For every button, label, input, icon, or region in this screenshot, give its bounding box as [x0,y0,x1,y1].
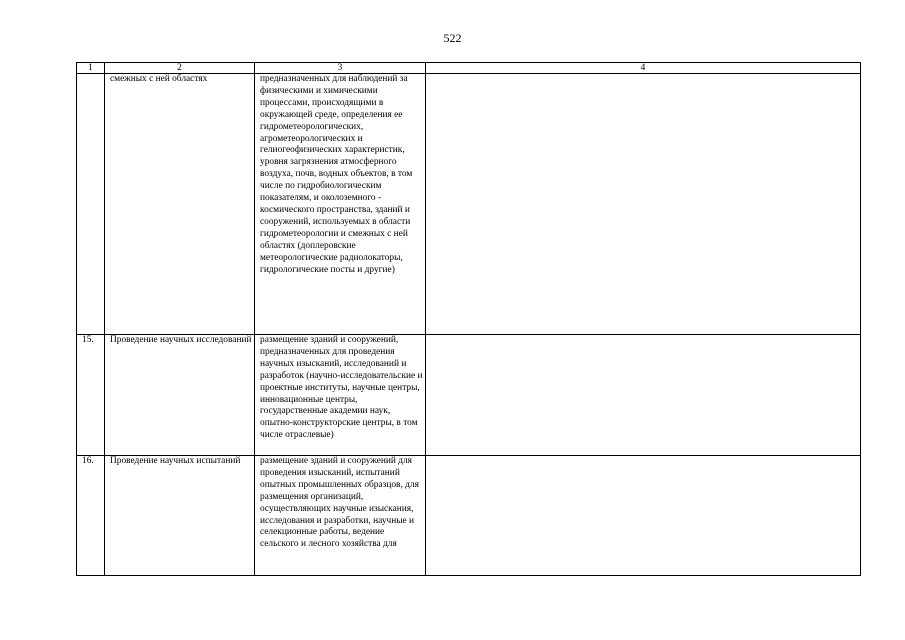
header-col-1: 1 [77,63,105,74]
row-name-text: смежных с ней областях [110,74,208,84]
row-notes [426,335,861,456]
header-col-4: 4 [426,63,861,74]
land-use-table [76,62,861,576]
row-description [255,456,426,576]
row-number: 16. [77,456,105,576]
table-row [77,456,861,576]
table-row [77,335,861,456]
row-number [77,74,105,335]
table-header-row [77,63,861,74]
row-number: 15. [77,335,105,456]
row-name-text: Проведение научных испытаний [110,456,241,466]
row-name [105,74,255,335]
row-description-text: предназначенных для наблюдений за физическими и химическими процессами, происходящими в окружающей среде, определения ее гидрометеорологических, агрометеорологических и гелиогеофизических характеристик, уровня загрязнения атмосферного воздуха, почв, водных объектов, в том числе по гидробиологическим показателям, и околоземного - космического пространства, зданий и сооружений, используемых в области гидрометеорологии и смежных с ней областях (доплеровские метеорологические радиолокаторы, гидрологические посты и другие) [260,74,413,275]
header-col-2: 2 [105,63,255,74]
table-row [77,74,861,335]
row-description-text: размещение зданий и сооружений, предназначенных для проведения научных изысканий, исследований и разработок (научно-исследовательские и проектные институты, научные центры, инновационные центры, государственные академии наук, опытно-конструкторские центры, в том числе отраслевые) [260,335,423,441]
page-number: 522 [443,31,462,45]
row-notes [426,456,861,576]
row-description [255,335,426,456]
row-name [105,335,255,456]
row-name [105,456,255,576]
row-description [255,74,426,335]
row-description-text: размещение зданий и сооружений для проведения изысканий, испытаний опытных промышленных образцов, для размещения организаций, осуществляющих научные изыскания, исследования и разработки, научные и селекционные работы, ведение сельского и лесного хозяйства для [260,456,419,550]
row-name-text: Проведение научных исследований [110,335,252,345]
row-notes [426,74,861,335]
header-col-3: 3 [255,63,426,74]
